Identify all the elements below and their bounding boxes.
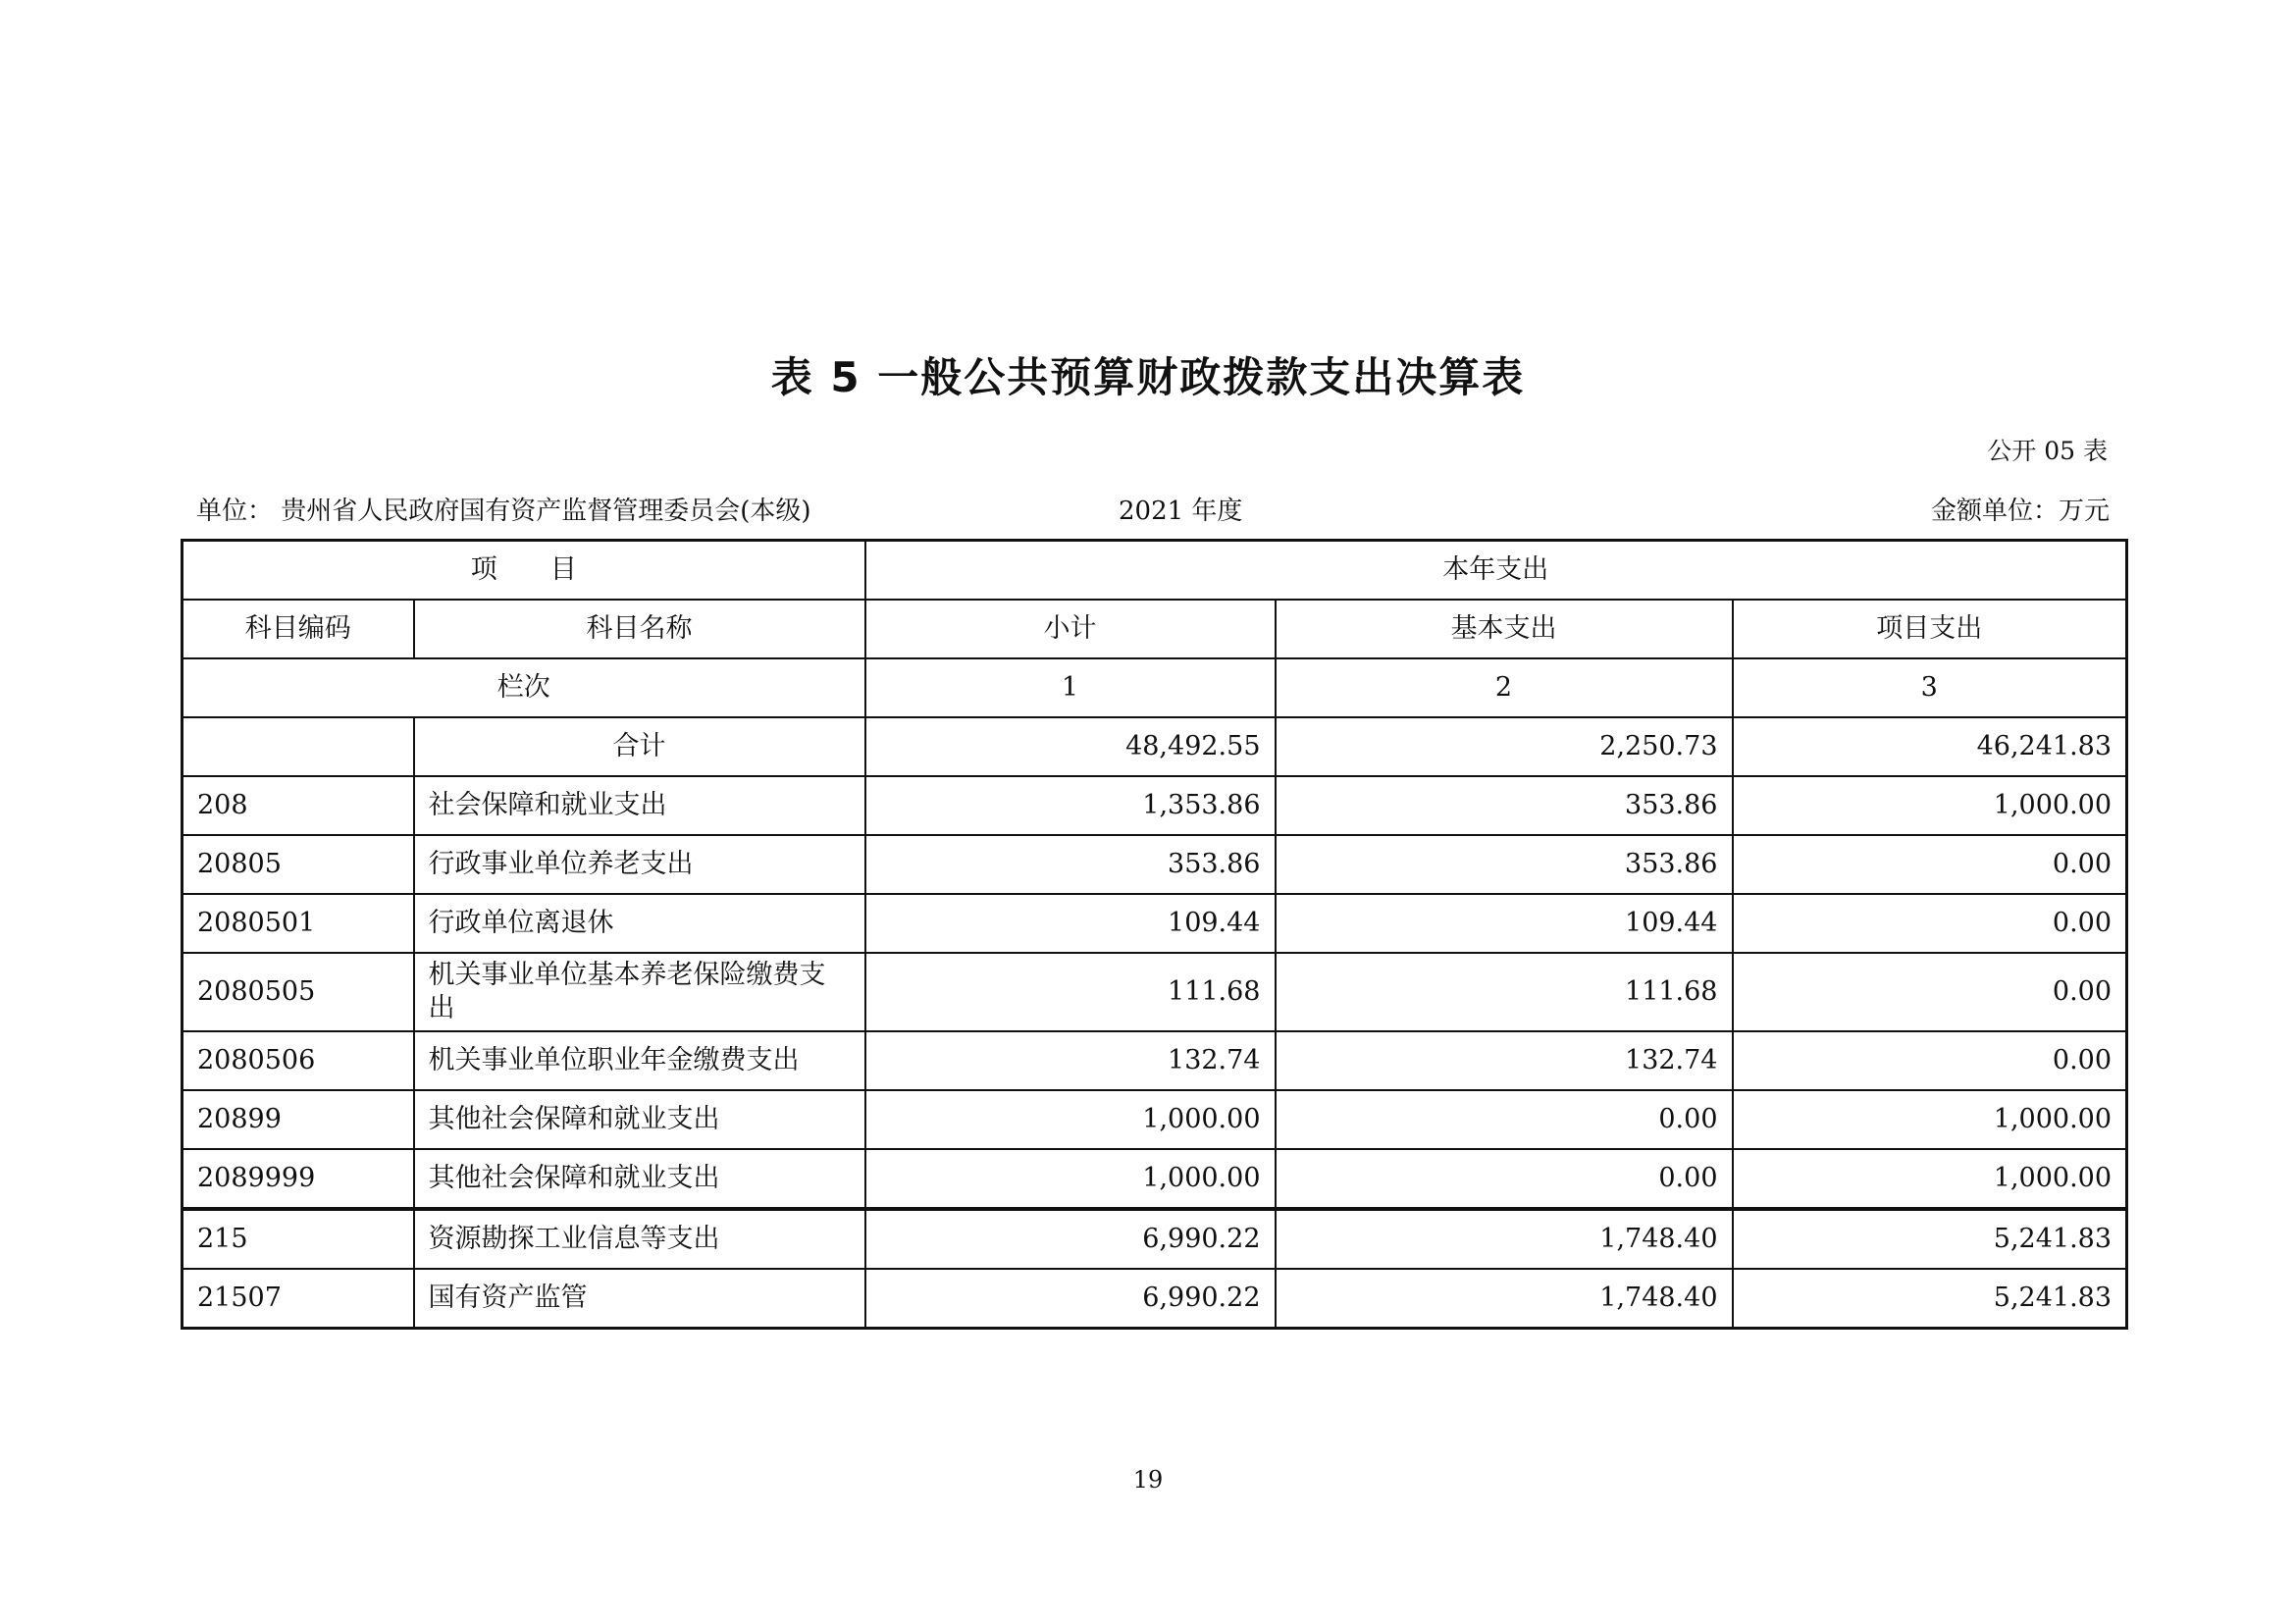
header-project: 项 目 (183, 541, 865, 601)
table-row (183, 835, 2127, 894)
header-row-1 (183, 541, 2127, 601)
row-name: 社会保障和就业支出 (414, 776, 865, 835)
row-project: 1,000.00 (1733, 1149, 2127, 1209)
header-row-2 (183, 600, 2127, 658)
row-code: 20805 (183, 835, 414, 894)
row-basic: 111.68 (1276, 953, 1733, 1031)
row-subtotal: 1,353.86 (865, 776, 1276, 835)
row-subtotal: 6,990.22 (865, 1209, 1276, 1269)
page-title: 表 5 一般公共预算财政拨款支出决算表 (770, 353, 1526, 401)
row-code: 215 (183, 1209, 414, 1269)
page-number: 19 (1132, 1466, 1164, 1493)
row-code: 20899 (183, 1090, 414, 1149)
row-code: 2089999 (183, 1149, 414, 1209)
header-basic: 基本支出 (1276, 600, 1733, 658)
row-basic: 0.00 (1276, 1090, 1733, 1149)
row-name: 其他社会保障和就业支出 (414, 1090, 865, 1149)
row-code: 2080505 (183, 953, 414, 1031)
header-row-3 (183, 658, 2127, 717)
row-project: 0.00 (1733, 894, 2127, 953)
form-code: 公开 05 表 (1987, 437, 2108, 465)
header-current-year: 本年支出 (865, 541, 2127, 601)
row-subtotal: 109.44 (865, 894, 1276, 953)
row-name: 行政事业单位养老支出 (414, 835, 865, 894)
row-project: 1,000.00 (1733, 1090, 2127, 1149)
table-row (183, 1269, 2127, 1329)
row-subtotal: 111.68 (865, 953, 1276, 1031)
row-project: 1,000.00 (1733, 776, 2127, 835)
table-row (183, 1031, 2127, 1090)
row-code: 2080501 (183, 894, 414, 953)
table-row (183, 1090, 2127, 1149)
header-col-3: 3 (1733, 658, 2127, 717)
table-row (183, 1209, 2127, 1269)
header-name: 科目名称 (414, 600, 865, 658)
row-basic: 1,748.40 (1276, 1209, 1733, 1269)
row-basic: 353.86 (1276, 835, 1733, 894)
row-name: 国有资产监管 (414, 1269, 865, 1329)
total-basic: 2,250.73 (1276, 717, 1733, 776)
header-project-expenditure: 项目支出 (1733, 600, 2127, 658)
row-basic: 109.44 (1276, 894, 1733, 953)
row-name: 资源勘探工业信息等支出 (414, 1209, 865, 1269)
row-name: 机关事业单位基本养老保险缴费支出 (414, 953, 865, 1031)
table-row (183, 1149, 2127, 1209)
table-row (183, 776, 2127, 835)
row-basic: 1,748.40 (1276, 1269, 1733, 1329)
row-project: 0.00 (1733, 835, 2127, 894)
meta-row (196, 491, 2110, 526)
row-name: 机关事业单位职业年金缴费支出 (414, 1031, 865, 1090)
expenditure-table (181, 539, 2128, 1330)
row-subtotal: 6,990.22 (865, 1269, 1276, 1329)
row-basic: 0.00 (1276, 1149, 1733, 1209)
row-subtotal: 1,000.00 (865, 1149, 1276, 1209)
amount-unit: 金额单位：万元 (1930, 497, 2110, 526)
row-project: 0.00 (1733, 953, 2127, 1031)
header-col-1: 1 (865, 658, 1276, 717)
header-code: 科目编码 (183, 600, 414, 658)
total-row (183, 717, 2127, 776)
row-project: 5,241.83 (1733, 1209, 2127, 1269)
row-code: 208 (183, 776, 414, 835)
row-basic: 132.74 (1276, 1031, 1733, 1090)
total-label: 合计 (414, 717, 865, 776)
row-basic: 353.86 (1276, 776, 1733, 835)
fiscal-year: 2021 年度 (1119, 497, 1243, 526)
header-col-2: 2 (1276, 658, 1733, 717)
table-row (183, 953, 2127, 1031)
row-subtotal: 132.74 (865, 1031, 1276, 1090)
row-name: 行政单位离退休 (414, 894, 865, 953)
row-code: 2080506 (183, 1031, 414, 1090)
table-row (183, 894, 2127, 953)
row-project: 5,241.83 (1733, 1269, 2127, 1329)
total-code (183, 717, 414, 776)
row-code: 21507 (183, 1269, 414, 1329)
row-subtotal: 353.86 (865, 835, 1276, 894)
total-subtotal: 48,492.55 (865, 717, 1276, 776)
row-name: 其他社会保障和就业支出 (414, 1149, 865, 1209)
header-subtotal: 小计 (865, 600, 1276, 658)
row-project: 0.00 (1733, 1031, 2127, 1090)
total-project: 46,241.83 (1733, 717, 2127, 776)
header-column-no: 栏次 (183, 658, 865, 717)
row-subtotal: 1,000.00 (865, 1090, 1276, 1149)
reporting-unit: 单位： 贵州省人民政府国有资产监督管理委员会(本级) (196, 497, 811, 526)
